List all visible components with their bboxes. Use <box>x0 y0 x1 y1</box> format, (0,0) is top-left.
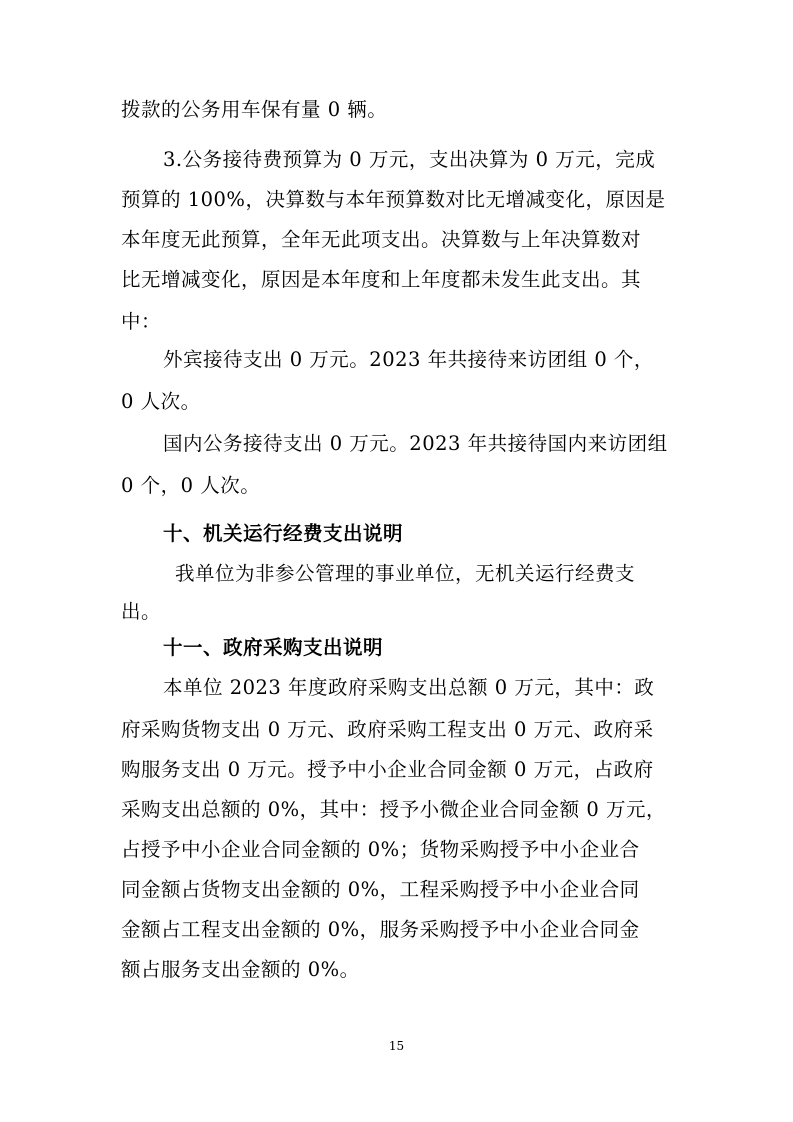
body-line: 0 人次。 <box>121 390 201 413</box>
body-line: 府采购货物支出 0 万元、政府采购工程支出 0 万元、政府采 <box>121 718 654 741</box>
body-line: 采购支出总额的 0%，其中：授予小微企业合同金额 0 万元， <box>121 798 666 821</box>
body-line: 国内公务接待支出 0 万元。2023 年共接待国内来访团组 <box>163 432 668 455</box>
body-line: 额占服务支出金额的 0%。 <box>121 958 360 981</box>
body-line: 购服务支出 0 万元。授予中小企业合同金额 0 万元，占政府 <box>121 758 654 781</box>
body-line: 预算的 100%，决算数与本年预算数对比无增减变化，原因是 <box>121 188 666 211</box>
body-line: 本单位 2023 年度政府采购支出总额 0 万元，其中：政 <box>163 676 655 699</box>
section-heading-11: 十一、政府采购支出说明 <box>163 636 384 659</box>
body-line: 3.公务接待费预算为 0 万元，支出决算为 0 万元，完成 <box>163 148 656 171</box>
body-line: 金额占工程支出金额的 0%，服务采购授予中小企业合同金 <box>121 918 640 941</box>
body-line: 同金额占货物支出金额的 0%，工程采购授予中小企业合同 <box>121 878 640 901</box>
section-heading-10: 十、机关运行经费支出说明 <box>163 522 404 545</box>
body-line: 拨款的公务用车保有量 0 辆。 <box>121 98 388 121</box>
page-number: 15 <box>388 1039 405 1053</box>
body-line: 外宾接待支出 0 万元。2023 年共接待来访团组 0 个， <box>163 348 654 371</box>
body-line: 占授予中小企业合同金额的 0%；货物采购授予中小企业合 <box>121 838 640 861</box>
body-line: 0 个，0 人次。 <box>121 474 261 497</box>
body-line: 中： <box>121 310 162 333</box>
body-line: 本年度无此预算，全年无此项支出。决算数与上年决算数对 <box>121 228 642 251</box>
body-line: 比无增减变化，原因是本年度和上年度都未发生此支出。其 <box>121 268 642 291</box>
body-line: 出。 <box>121 600 162 623</box>
body-line: 我单位为非参公管理的事业单位，无机关运行经费支 <box>175 562 636 585</box>
